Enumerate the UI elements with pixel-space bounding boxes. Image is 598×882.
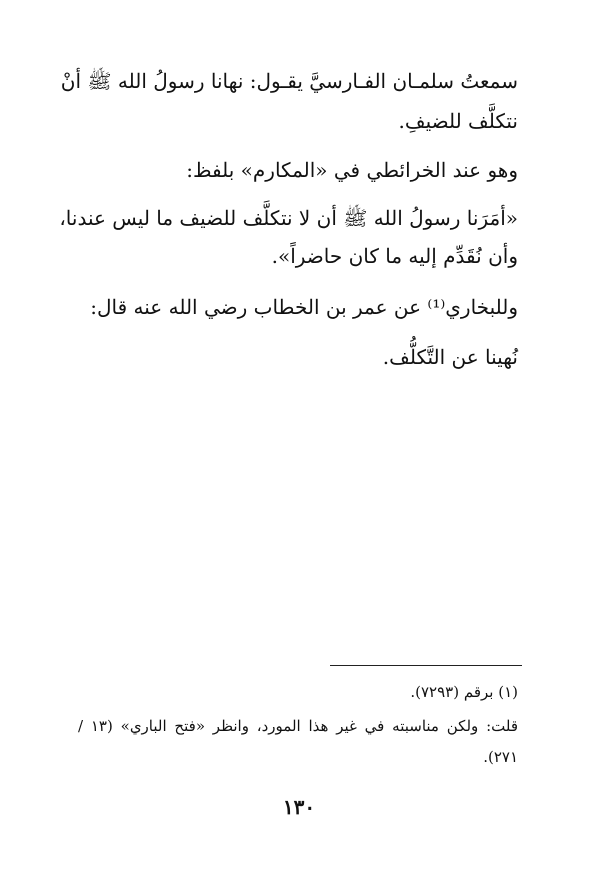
body-line-4: «أمَرَنا رسولُ الله ﷺ أن لا نتكلَّف للضيف ما ليس عندنا، [59, 206, 518, 230]
footnote-line-1: (١) برقم (٧٢٩٣). [410, 683, 518, 701]
body-line-1: سمعتُ سلمـان الفـارسيَّ يقـول: نهانا رسولُ الله ﷺ أنْ [60, 69, 518, 93]
footnote-line-2: قلت: ولكن مناسبته في غير هذا المورد، وانظر «فتح الباري» (١٣ / [78, 717, 518, 735]
body-line-6: وللبخاري⁽¹⁾ عن عمر بن الخطاب رضي الله عنه قال: [90, 295, 518, 319]
body-line-3: وهو عند الخرائطي في «المكارم» بلفظ: [186, 158, 518, 182]
body-line-7: نُهينا عن التَّكلُّف. [382, 345, 518, 369]
footnote-line-3: ٢٧١). [483, 748, 518, 766]
body-line-5: وأن نُقَدِّم إليه ما كان حاضراً». [271, 244, 518, 268]
footnote-separator [330, 665, 522, 666]
body-line-2: نتكلَّف للضيفِ. [398, 109, 518, 133]
page-number: ١٣٠ [282, 795, 316, 819]
